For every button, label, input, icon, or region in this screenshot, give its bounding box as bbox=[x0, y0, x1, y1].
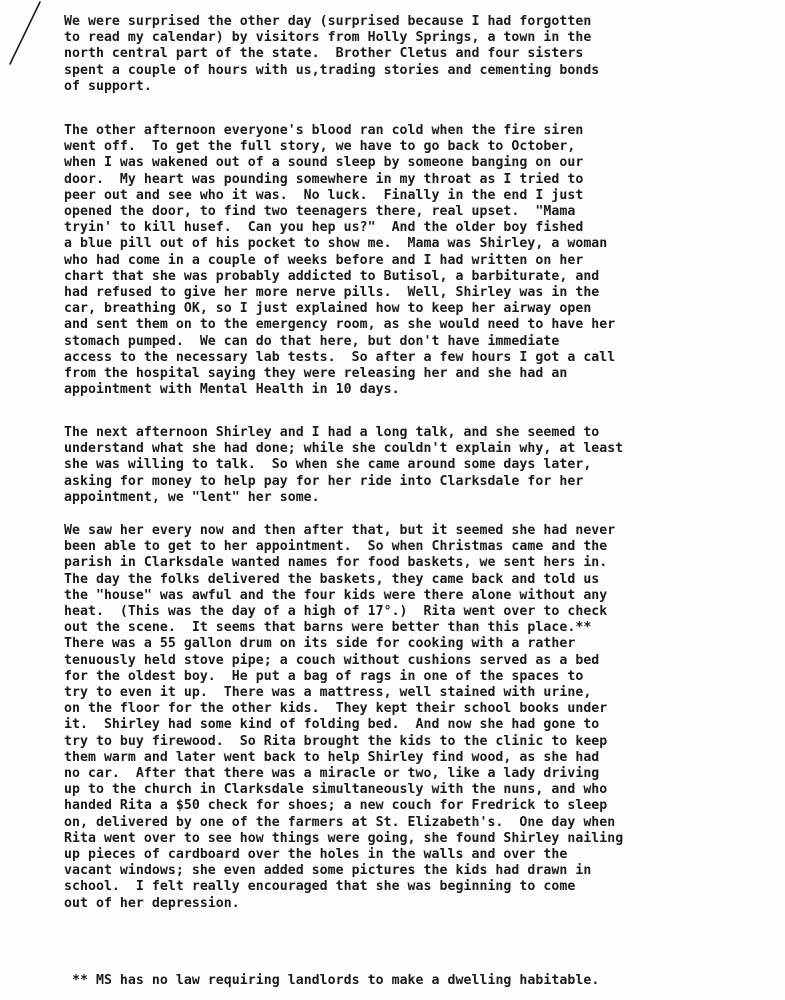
text-line: door. My heart was pounding somewhere in my throat as I tried to bbox=[64, 171, 584, 187]
text-line: The other afternoon everyone's blood ran cold when the fire siren bbox=[64, 123, 584, 138]
text-line: spent a couple of hours with us,trading stories and cementing bonds bbox=[64, 62, 600, 78]
paragraph-christmas bbox=[64, 523, 623, 912]
text-line: Rita went over to see how things were going, she found Shirley nailing bbox=[64, 830, 624, 846]
text-line: tryin' to kill husef. Can you hep us?" And the older boy fished bbox=[64, 220, 584, 236]
text-line: to read my calendar) by visitors from Holly Springs, a town in the bbox=[64, 30, 592, 46]
text-line: school. I felt really encouraged that she was beginning to come bbox=[64, 879, 576, 895]
text-line: chart that she was probably addicted to Butisol, a barbiturate, and bbox=[64, 268, 600, 284]
text-line: of support. bbox=[64, 78, 152, 94]
text-line: out the scene. It seems that barns were better than this place.** bbox=[64, 620, 592, 636]
text-line: for the oldest boy. He put a bag of rags in one of the spaces to bbox=[64, 668, 584, 684]
text-line: on the floor for the other kids. They kept their school books under bbox=[64, 701, 608, 717]
text-line: who had come in a couple of weeks before and I had written on her bbox=[64, 252, 584, 268]
text-line: them warm and later went back to help Shirley find wood, as she had bbox=[64, 749, 600, 765]
text-line: The next afternoon Shirley and I had a long talk, and she seemed to bbox=[64, 425, 600, 440]
text-line: access to the necessary lab tests. So after a few hours I got a call bbox=[64, 349, 616, 365]
text-line: handed Rita a $50 check for shoes; a new couch for Fredrick to sleep bbox=[64, 798, 608, 814]
paragraph-visitors bbox=[64, 14, 599, 95]
text-line: no car. After that there was a miracle or two, like a lady driving bbox=[64, 766, 600, 782]
text-line: appointment, we "lent" her some. bbox=[64, 489, 320, 505]
text-line: out of her depression. bbox=[64, 895, 240, 911]
text-line: appointment with Mental Health in 10 days. bbox=[64, 382, 400, 398]
text-line: the "house" was awful and the four kids were there alone without any bbox=[64, 587, 608, 603]
text-line: We were surprised the other day (surprised because I had forgotten bbox=[64, 14, 592, 29]
pen-margin-stroke bbox=[4, 0, 44, 70]
text-line: been able to get to her appointment. So when Christmas came and the bbox=[64, 539, 608, 555]
footnote-text: ** MS has no law requiring landlords to make a dwelling habitable. bbox=[72, 973, 600, 988]
text-line: vacant windows; she even added some pictures the kids had drawn in bbox=[64, 863, 592, 879]
text-line: went off. To get the full story, we have to go back to October, bbox=[64, 139, 576, 155]
text-line: north central part of the state. Brother Cletus and four sisters bbox=[64, 46, 584, 62]
footnote bbox=[72, 973, 599, 989]
text-line: There was a 55 gallon drum on its side for cooking with a rather bbox=[64, 636, 576, 652]
text-line: try to buy firewood. So Rita brought the kids to the clinic to keep bbox=[64, 733, 608, 749]
text-line: up to the church in Clarksdale simultaneously with the nuns, and who bbox=[64, 782, 608, 798]
text-line: tenuously held stove pipe; a couch without cushions served as a bed bbox=[64, 652, 600, 668]
text-line: on, delivered by one of the farmers at St. Elizabeth's. One day when bbox=[64, 814, 616, 830]
paragraph-long-talk bbox=[64, 425, 623, 506]
text-line: parish in Clarksdale wanted names for food baskets, we sent hers in. bbox=[64, 555, 608, 571]
text-line: opened the door, to find two teenagers there, real upset. "Mama bbox=[64, 204, 576, 220]
text-line: We saw her every now and then after that, but it seemed she had never bbox=[64, 523, 616, 538]
text-line: stomach pumped. We can do that here, but don't have immediate bbox=[64, 333, 560, 349]
text-line: The day the folks delivered the baskets, they came back and told us bbox=[64, 571, 600, 587]
text-line: and sent them on to the emergency room, as she would need to have her bbox=[64, 317, 616, 333]
text-line: from the hospital saying they were releasing her and she had an bbox=[64, 366, 568, 382]
text-line: it. Shirley had some kind of folding bed. And now she had gone to bbox=[64, 717, 600, 733]
text-line: had refused to give her more nerve pills. Well, Shirley was in the bbox=[64, 285, 600, 301]
text-line: heat. (This was the day of a high of 17°.) Rita went over to check bbox=[64, 604, 608, 620]
text-line: she was willing to talk. So when she came around some days later, bbox=[64, 457, 592, 473]
paragraph-fire-siren bbox=[64, 123, 615, 398]
text-line: when I was wakened out of a sound sleep by someone banging on our bbox=[64, 155, 584, 171]
text-line: peer out and see who it was. No luck. Finally in the end I just bbox=[64, 187, 584, 203]
text-line: a blue pill out of his pocket to show me. Mama was Shirley, a woman bbox=[64, 236, 608, 252]
text-line: asking for money to help pay for her ride into Clarksdale for her bbox=[64, 473, 584, 489]
text-line: car, breathing OK, so I just explained how to keep her airway open bbox=[64, 301, 592, 317]
text-line: up pieces of cardboard over the holes in the walls and over the bbox=[64, 847, 568, 863]
text-line: understand what she had done; while she couldn't explain why, at least bbox=[64, 441, 624, 457]
text-line: try to even it up. There was a mattress, well stained with urine, bbox=[64, 685, 592, 701]
